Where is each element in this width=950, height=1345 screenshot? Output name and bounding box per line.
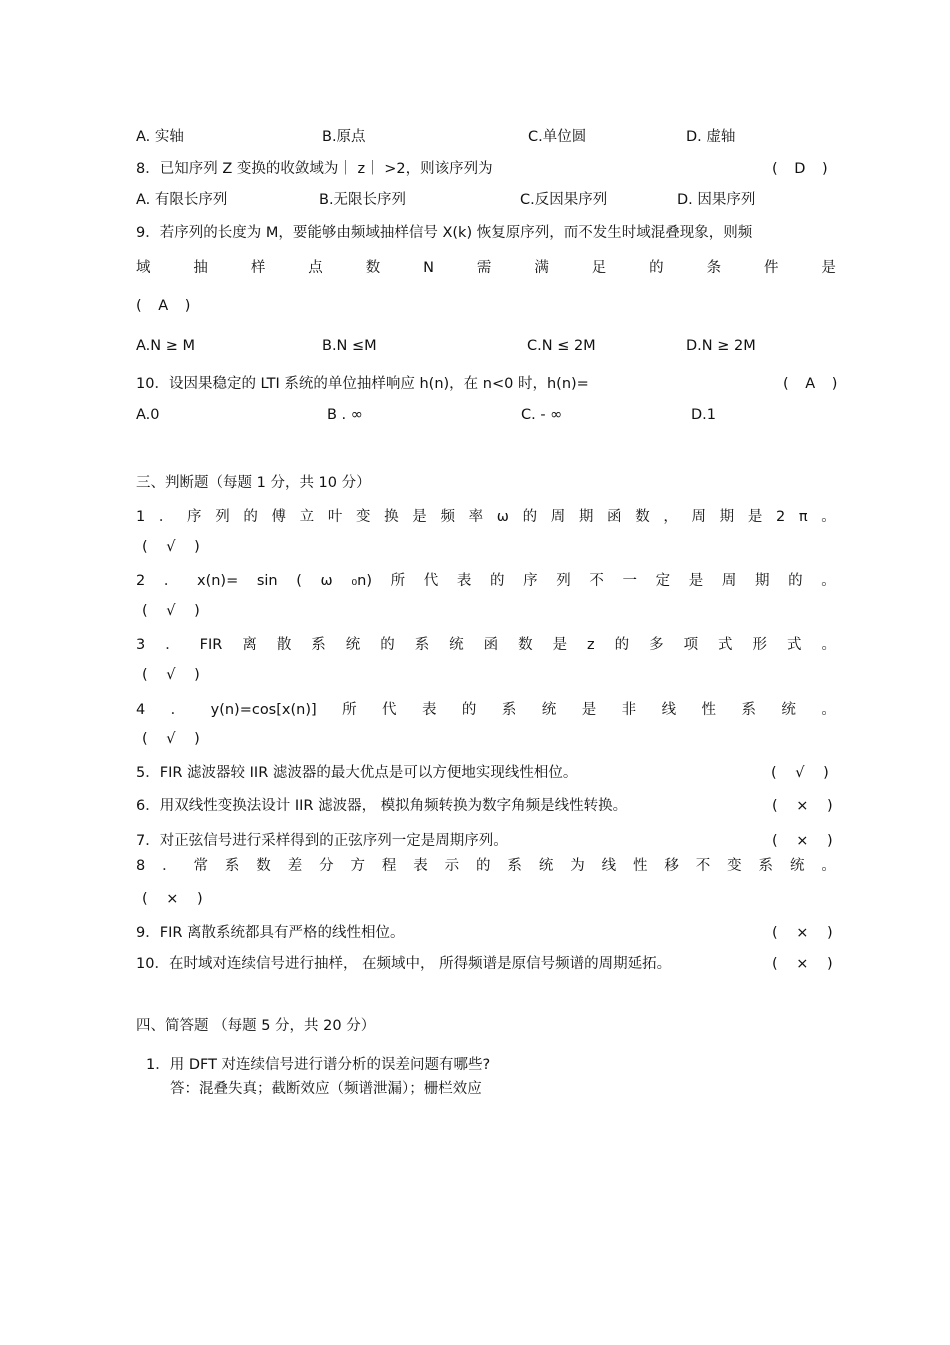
- q8-answer: ( D ): [772, 161, 828, 177]
- q10-text: 10．设因果稳定的 LTI 系统的单位抽样响应 h(n)，在 n<0 时，h(n)=: [136, 376, 589, 392]
- q9-char: 样: [250, 260, 266, 276]
- judge-2-char: 定: [655, 573, 671, 589]
- judge-3-char: 。: [821, 637, 836, 653]
- judge-3-char: 数: [518, 637, 533, 653]
- judge-2-char: 一: [622, 573, 637, 589]
- judge-2-char: 列: [556, 573, 571, 589]
- judge-4-answer: ( √ ): [142, 731, 200, 747]
- judge-2-char: 所: [390, 573, 406, 589]
- judge-8-answer: ( × ): [142, 891, 203, 907]
- judge-3-char: 3: [136, 637, 146, 653]
- judge-3-char: 离: [242, 637, 257, 653]
- judge-8-char: 方: [350, 858, 365, 874]
- judge-4-char: 4: [136, 702, 146, 718]
- judge-8-char: 系: [224, 858, 240, 874]
- judge-2-char: 期: [755, 573, 770, 589]
- judge-8-char: 分: [319, 858, 334, 874]
- judge-4-char: 统: [781, 702, 796, 718]
- q9-char: 点: [308, 260, 323, 276]
- q9-char: 是: [821, 260, 836, 276]
- q9-option-c: C.N ≤ 2M: [527, 338, 596, 354]
- judge-2-char: (: [296, 573, 302, 589]
- judge-8-char: 的: [476, 858, 491, 874]
- q10-option-a: A.0: [136, 407, 160, 423]
- judge-3-char: 统: [345, 637, 361, 653]
- judge-3-char: 项: [683, 637, 699, 653]
- judge-6-answer: ( × ): [772, 798, 833, 814]
- judge-2-char: ．: [163, 573, 179, 589]
- judge-4-char: 线: [661, 702, 677, 718]
- q7-option-b: B.原点: [322, 129, 366, 145]
- judge-8-char: 统: [789, 858, 805, 874]
- q10-option-b: B . ∞: [327, 407, 363, 423]
- judge-8-char: 为: [570, 858, 585, 874]
- judge-2-char: 2: [136, 573, 146, 589]
- judge-3-char: 系: [311, 637, 326, 653]
- q10-option-c: C. - ∞: [521, 407, 563, 423]
- judge-1-char: 率: [468, 509, 484, 525]
- judge-3-char: 多: [649, 637, 664, 653]
- section3-title: 三、判断题（每题 1 分，共 10 分）: [136, 475, 371, 491]
- judge-1-char: 函: [607, 509, 622, 525]
- judge-1-char: 立: [299, 509, 315, 525]
- q8-option-b: B.无限长序列: [319, 192, 407, 208]
- judge-9-answer: ( × ): [772, 925, 833, 941]
- judge-8-char: 统: [538, 858, 554, 874]
- judge-2-char: 表: [456, 573, 472, 589]
- judge-1-char: 的: [522, 509, 538, 525]
- judge-8-char: 性: [632, 858, 648, 874]
- judge-4-char: 系: [501, 702, 517, 718]
- judge-8-char: 8: [136, 858, 146, 874]
- section4-answer-1: 答：混叠失真；截断效应（频谱泄漏）；栅栏效应: [170, 1081, 482, 1097]
- judge-5-text: 5．FIR 滤波器较 IIR 滤波器的最大优点是可以方便地实现线性相位。: [136, 765, 578, 781]
- judge-2-char: 周: [721, 573, 737, 589]
- q9-char: 条: [706, 260, 722, 276]
- q9-char: N: [423, 260, 434, 276]
- judge-4-char: 是: [581, 702, 597, 718]
- q9-option-a: A.N ≥ M: [136, 338, 195, 354]
- judge-4-char: ．: [170, 702, 186, 718]
- judge-1-char: 期: [578, 509, 594, 525]
- q8-option-d: D. 因果序列: [677, 192, 756, 208]
- judge-2-char: 是: [688, 573, 704, 589]
- q9-char: 需: [476, 260, 492, 276]
- judge-1-char: 变: [355, 509, 371, 525]
- judge-2-char: 的: [788, 573, 803, 589]
- judge-3-char: 系: [414, 637, 430, 653]
- judge-1-char: 期: [719, 509, 735, 525]
- q9-char: 足: [591, 260, 607, 276]
- q9-char: 的: [649, 260, 664, 276]
- judge-3-char: z: [587, 637, 595, 653]
- judge-8-char: 系: [758, 858, 774, 874]
- q9-line2: [136, 259, 836, 277]
- judge-6-text: 6．用双线性变换法设计 IIR 滤波器， 模拟角频转换为数字角频是线性转换。: [136, 798, 628, 814]
- judge-1-char: 2: [775, 509, 786, 525]
- q9-char: 抽: [193, 260, 208, 276]
- judge-item-3: [136, 636, 836, 654]
- judge-8-char: 数: [256, 858, 271, 874]
- judge-1-char: 周: [691, 509, 707, 525]
- judge-1-char: 数: [635, 509, 650, 525]
- judge-item-8: [136, 857, 836, 875]
- judge-2-char: 代: [423, 573, 439, 589]
- q9-answer: ( A ): [136, 298, 191, 314]
- judge-4-char: 非: [621, 702, 637, 718]
- judge-8-char: ．: [162, 858, 177, 874]
- q7-option-c: C.单位圆: [528, 129, 587, 145]
- q9-option-b: B.N ≤M: [322, 338, 377, 354]
- judge-3-char: 形: [752, 637, 767, 653]
- q9-char: 件: [764, 260, 779, 276]
- judge-1-char: 周: [550, 509, 566, 525]
- judge-3-char: 散: [276, 637, 292, 653]
- judge-1-char: ．: [158, 509, 174, 525]
- q10-answer: ( A ): [783, 376, 838, 392]
- judge-1-char: 频: [440, 509, 455, 525]
- judge-3-char: 是: [552, 637, 568, 653]
- judge-2-char: 序: [523, 573, 538, 589]
- q8-option-a: A. 有限长序列: [136, 192, 228, 208]
- judge-4-char: 表: [421, 702, 437, 718]
- judge-3-char: 函: [483, 637, 499, 653]
- judge-1-char: 1: [136, 509, 146, 525]
- q7-option-a: A. 实轴: [136, 129, 184, 145]
- judge-3-char: 式: [718, 637, 733, 653]
- judge-1-char: 傅: [271, 509, 287, 525]
- judge-item-1: [136, 508, 836, 526]
- judge-5-answer: ( √ ): [771, 765, 829, 781]
- judge-3-answer: ( √ ): [142, 667, 200, 683]
- judge-8-char: 常: [193, 858, 209, 874]
- judge-8-char: 不: [695, 858, 711, 874]
- judge-3-char: 式: [786, 637, 802, 653]
- judge-7-answer: ( × ): [772, 833, 833, 849]
- section4-title: 四、简答题 （每题 5 分，共 20 分）: [136, 1018, 376, 1034]
- judge-2-char: sin: [256, 573, 278, 589]
- judge-8-char: 程: [381, 858, 397, 874]
- q9-char: 满: [534, 260, 549, 276]
- section4-question-1: 1．用 DFT 对连续信号进行谱分析的误差问题有哪些?: [146, 1057, 491, 1073]
- judge-2-char: 。: [821, 573, 836, 589]
- judge-10-text: 10．在时域对连续信号进行抽样， 在频域中， 所得频谱是原信号频谱的周期延拓。: [136, 956, 672, 972]
- judge-4-char: 的: [461, 702, 477, 718]
- judge-1-char: 是: [747, 509, 763, 525]
- judge-2-char: 不: [589, 573, 604, 589]
- judge-1-char: ，: [663, 509, 678, 525]
- judge-8-char: 。: [821, 858, 836, 874]
- judge-4-char: 系: [741, 702, 756, 718]
- judge-1-char: 序: [187, 509, 202, 525]
- judge-1-char: ω: [496, 509, 509, 525]
- judge-1-answer: ( √ ): [142, 539, 200, 555]
- judge-9-text: 9．FIR 离散系统都具有严格的线性相位。: [136, 925, 405, 941]
- judge-3-char: 统: [449, 637, 464, 653]
- judge-1-char: 叶: [327, 509, 343, 525]
- judge-3-char: 的: [614, 637, 630, 653]
- judge-3-char: 的: [380, 637, 395, 653]
- judge-10-answer: ( × ): [772, 956, 833, 972]
- judge-1-char: π: [798, 509, 808, 525]
- judge-2-answer: ( √ ): [142, 603, 200, 619]
- judge-4-char: 性: [701, 702, 717, 718]
- judge-4-char: 所: [342, 702, 357, 718]
- judge-4-char: 代: [382, 702, 397, 718]
- judge-2-char: x(n)=: [196, 573, 239, 589]
- judge-8-char: 示: [444, 858, 460, 874]
- q9-line1: 9．若序列的长度为 M，要能够由频域抽样信号 X(k) 恢复原序列，而不发生时域混叠现象，则频: [136, 225, 753, 241]
- judge-8-char: 移: [664, 858, 679, 874]
- judge-1-char: 的: [243, 509, 258, 525]
- judge-8-char: 线: [601, 858, 617, 874]
- judge-3-char: FIR: [199, 637, 223, 653]
- judge-item-4: [136, 701, 836, 719]
- q9-option-d: D.N ≥ 2M: [686, 338, 756, 354]
- q9-char: 域: [136, 260, 151, 276]
- judge-2-char: 的: [490, 573, 505, 589]
- judge-2-char: ₀n): [351, 573, 372, 589]
- q10-option-d: D.1: [691, 407, 716, 423]
- judge-8-char: 表: [413, 858, 428, 874]
- q9-char: 数: [365, 260, 381, 276]
- judge-4-char: y(n)=cos[x(n)]: [210, 702, 317, 718]
- judge-1-char: 换: [384, 509, 399, 525]
- judge-8-char: 系: [507, 858, 522, 874]
- judge-4-char: 统: [541, 702, 557, 718]
- q8-text: 8．已知序列 Z 变换的收敛域为｜ z｜ >2，则该序列为: [136, 161, 493, 177]
- judge-2-char: ω: [320, 573, 333, 589]
- q7-option-d: D. 虚轴: [686, 129, 736, 145]
- judge-1-char: 是: [412, 509, 427, 525]
- q8-option-c: C.反因果序列: [520, 192, 608, 208]
- judge-4-char: 。: [821, 702, 836, 718]
- judge-7-text: 7．对正弦信号进行采样得到的正弦序列一定是周期序列。: [136, 833, 508, 849]
- judge-8-char: 变: [727, 858, 742, 874]
- judge-1-char: 。: [821, 509, 836, 525]
- judge-item-2: [136, 572, 836, 590]
- judge-1-char: 列: [215, 509, 230, 525]
- judge-3-char: ．: [165, 637, 180, 653]
- judge-8-char: 差: [287, 858, 303, 874]
